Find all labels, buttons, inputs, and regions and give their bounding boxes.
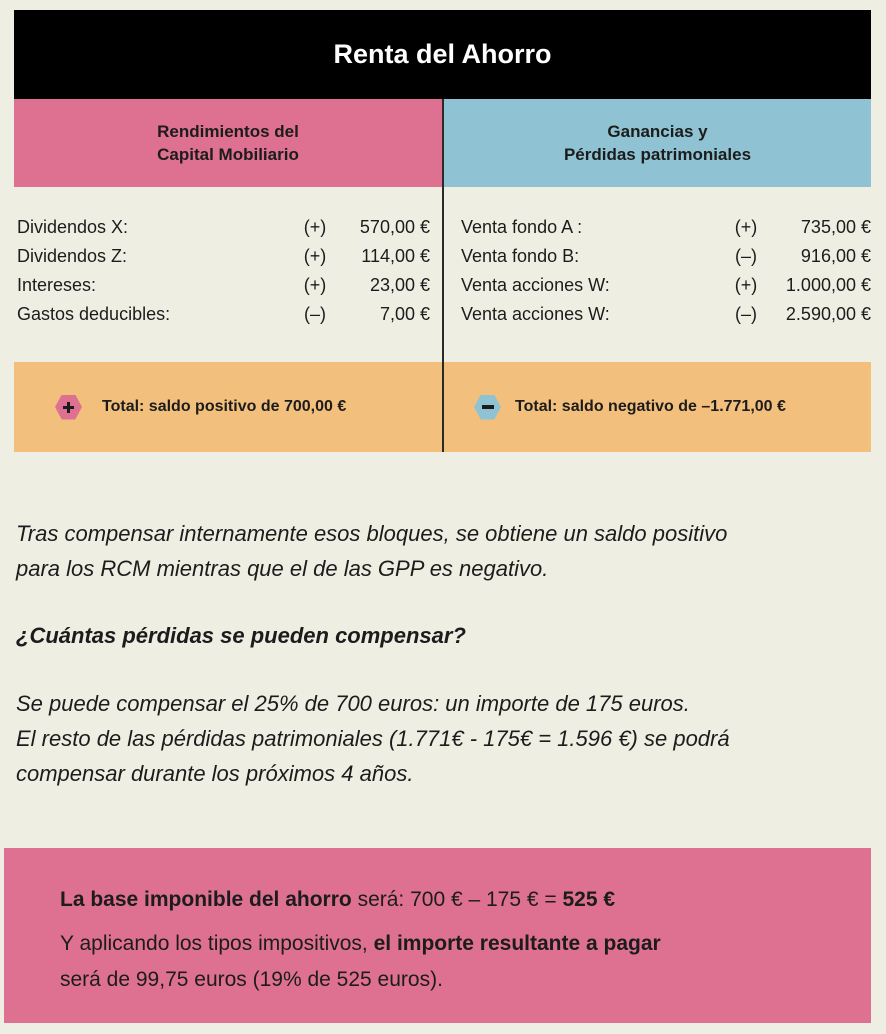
row-label: Venta acciones W: xyxy=(461,304,610,324)
result-bold-label: La base imponible del ahorro xyxy=(60,888,352,911)
row-label: Gastos deducibles: xyxy=(17,304,171,324)
row-amount: 114,00 € xyxy=(361,246,430,266)
row-amount: 1.000,00 € xyxy=(785,275,871,295)
plus-hexagon-icon xyxy=(55,395,82,420)
row-label: Dividendos X: xyxy=(17,217,129,237)
row-amount: 7,00 € xyxy=(379,304,430,324)
explanation-paragraph: Tras compensar internamente esos bloques, se obtiene un saldo positivo para los RCM mientras que el de las GPP es negativo. xyxy=(16,521,728,581)
gpp-total-text: Total: saldo negativo de –1.771,00 € xyxy=(515,398,786,415)
result-box xyxy=(4,848,871,1023)
row-sign: (+) xyxy=(303,275,327,295)
row-sign: (+) xyxy=(303,217,327,237)
table-title: Renta del Ahorro xyxy=(14,10,871,99)
minus-hexagon-icon xyxy=(474,395,501,420)
row-amount: 2.590,00 € xyxy=(785,304,871,324)
row-amount: 916,00 € xyxy=(800,246,871,266)
row-label: Venta acciones W: xyxy=(461,275,610,295)
gpp-rows xyxy=(461,213,871,329)
result-line-2-text: Y aplicando los tipos impositivos, xyxy=(60,932,374,955)
table-row xyxy=(17,242,430,271)
row-amount: 735,00 € xyxy=(800,217,871,237)
table-row xyxy=(461,271,871,300)
table-row xyxy=(17,213,430,242)
result-formula: será: 700 € – 175 € = xyxy=(351,888,563,911)
result-line-2-bold: el importe resultante a pagar xyxy=(373,932,661,955)
answer-paragraph: Se puede compensar el 25% de 700 euros: un importe de 175 euros. El resto de las pérdidas patrimoniales (1.771€ - 175€ = 1.596 €) se podrá compensar durante los próximos 4 años. xyxy=(16,691,730,786)
renta-del-ahorro-table xyxy=(14,10,871,452)
result-value: 525 € xyxy=(562,888,616,911)
row-label: Intereses: xyxy=(17,275,97,295)
question-heading: ¿Cuántas pérdidas se pueden compensar? xyxy=(16,623,466,648)
row-label: Venta fondo A : xyxy=(461,217,583,237)
table-row xyxy=(461,242,871,271)
row-sign: (–) xyxy=(304,304,326,324)
row-label: Venta fondo B: xyxy=(461,246,580,266)
rcm-total xyxy=(14,362,442,452)
result-line-1 xyxy=(60,882,871,918)
row-sign: (–) xyxy=(735,304,757,324)
table-row xyxy=(17,271,430,300)
table-row xyxy=(461,213,871,242)
row-amount: 570,00 € xyxy=(359,217,430,237)
rcm-rows xyxy=(17,213,430,329)
row-label: Dividendos Z: xyxy=(17,246,128,266)
row-amount: 23,00 € xyxy=(369,275,430,295)
gpp-total xyxy=(444,362,871,452)
row-sign: (+) xyxy=(734,275,758,295)
row-sign: (+) xyxy=(734,217,758,237)
row-sign: (–) xyxy=(735,246,757,266)
result-line-3: será de 99,75 euros (19% de 525 euros). xyxy=(60,968,443,991)
rcm-total-text: Total: saldo positivo de 700,00 € xyxy=(102,398,347,415)
gpp-header: Ganancias y Pérdidas patrimoniales xyxy=(444,99,871,187)
result-line-2 xyxy=(60,926,871,962)
table-row xyxy=(17,300,430,329)
rcm-header: Rendimientos del Capital Mobiliario xyxy=(14,99,442,187)
row-sign: (+) xyxy=(303,246,327,266)
table-row xyxy=(461,300,871,329)
